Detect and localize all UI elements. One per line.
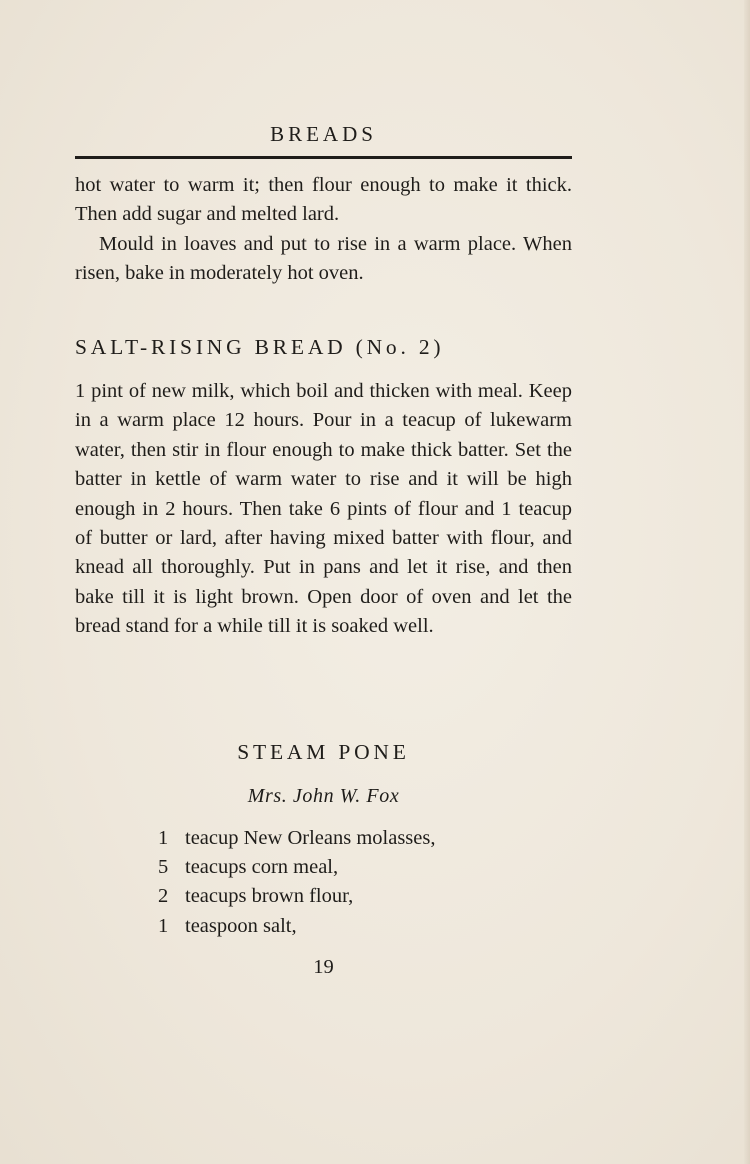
ingredient-item xyxy=(158,912,435,941)
continued-paragraph: Mould in loaves and put to rise in a warm place. When risen, bake in moderately hot oven. xyxy=(75,232,572,285)
running-head: BREADS xyxy=(270,122,377,146)
ingredient-item xyxy=(158,882,435,911)
ingredient-text: teacups corn meal, xyxy=(185,856,339,879)
salt-rising-bread-paragraph: 1 pint of new milk, which boil and thicken with meal. Keep in a warm place 12 hours. Pour in a teacup of lukewarm water, then stir in flour enough to make thick batter. Set the batter in kettle of warm water to rise and it will be high enough in 2 hours. Then take 6 pints of flour and 1 teacup of butter or lard, after having mixed batter with flour, and knead all thoroughly. Put in pans and let it rise, and then bake till it is light brown. Open door of oven and let the bread stand for a while till it is soaked well. xyxy=(75,380,572,638)
ingredient-item xyxy=(158,853,435,882)
page-number: 19 xyxy=(313,956,334,978)
salt-rising-bread-heading: SALT-RISING BREAD (No. 2) xyxy=(75,335,445,359)
salt-rising-bread-body xyxy=(75,377,572,642)
ingredient-text: teaspoon salt, xyxy=(185,914,297,937)
ingredient-quantity: 1 xyxy=(158,914,169,937)
ingredient-quantity: 5 xyxy=(158,856,169,879)
ingredient-text: teacup New Orleans molasses, xyxy=(185,827,436,849)
ingredient-text: teacups brown flour, xyxy=(185,885,354,908)
steam-pone-byline: Mrs. John W. Fox xyxy=(247,785,400,807)
ingredient-item xyxy=(158,824,435,853)
ingredient-quantity: 1 xyxy=(158,827,169,849)
page-edge xyxy=(744,0,750,1164)
steam-pone-heading: STEAM PONE xyxy=(237,740,410,764)
continued-recipe-text xyxy=(75,171,572,289)
header-rule xyxy=(75,156,572,159)
continued-paragraph: hot water to warm it; then flour enough to make it thick. Then add sugar and melted lard. xyxy=(75,174,572,226)
ingredient-quantity: 2 xyxy=(158,885,169,908)
ingredient-list xyxy=(158,824,435,941)
